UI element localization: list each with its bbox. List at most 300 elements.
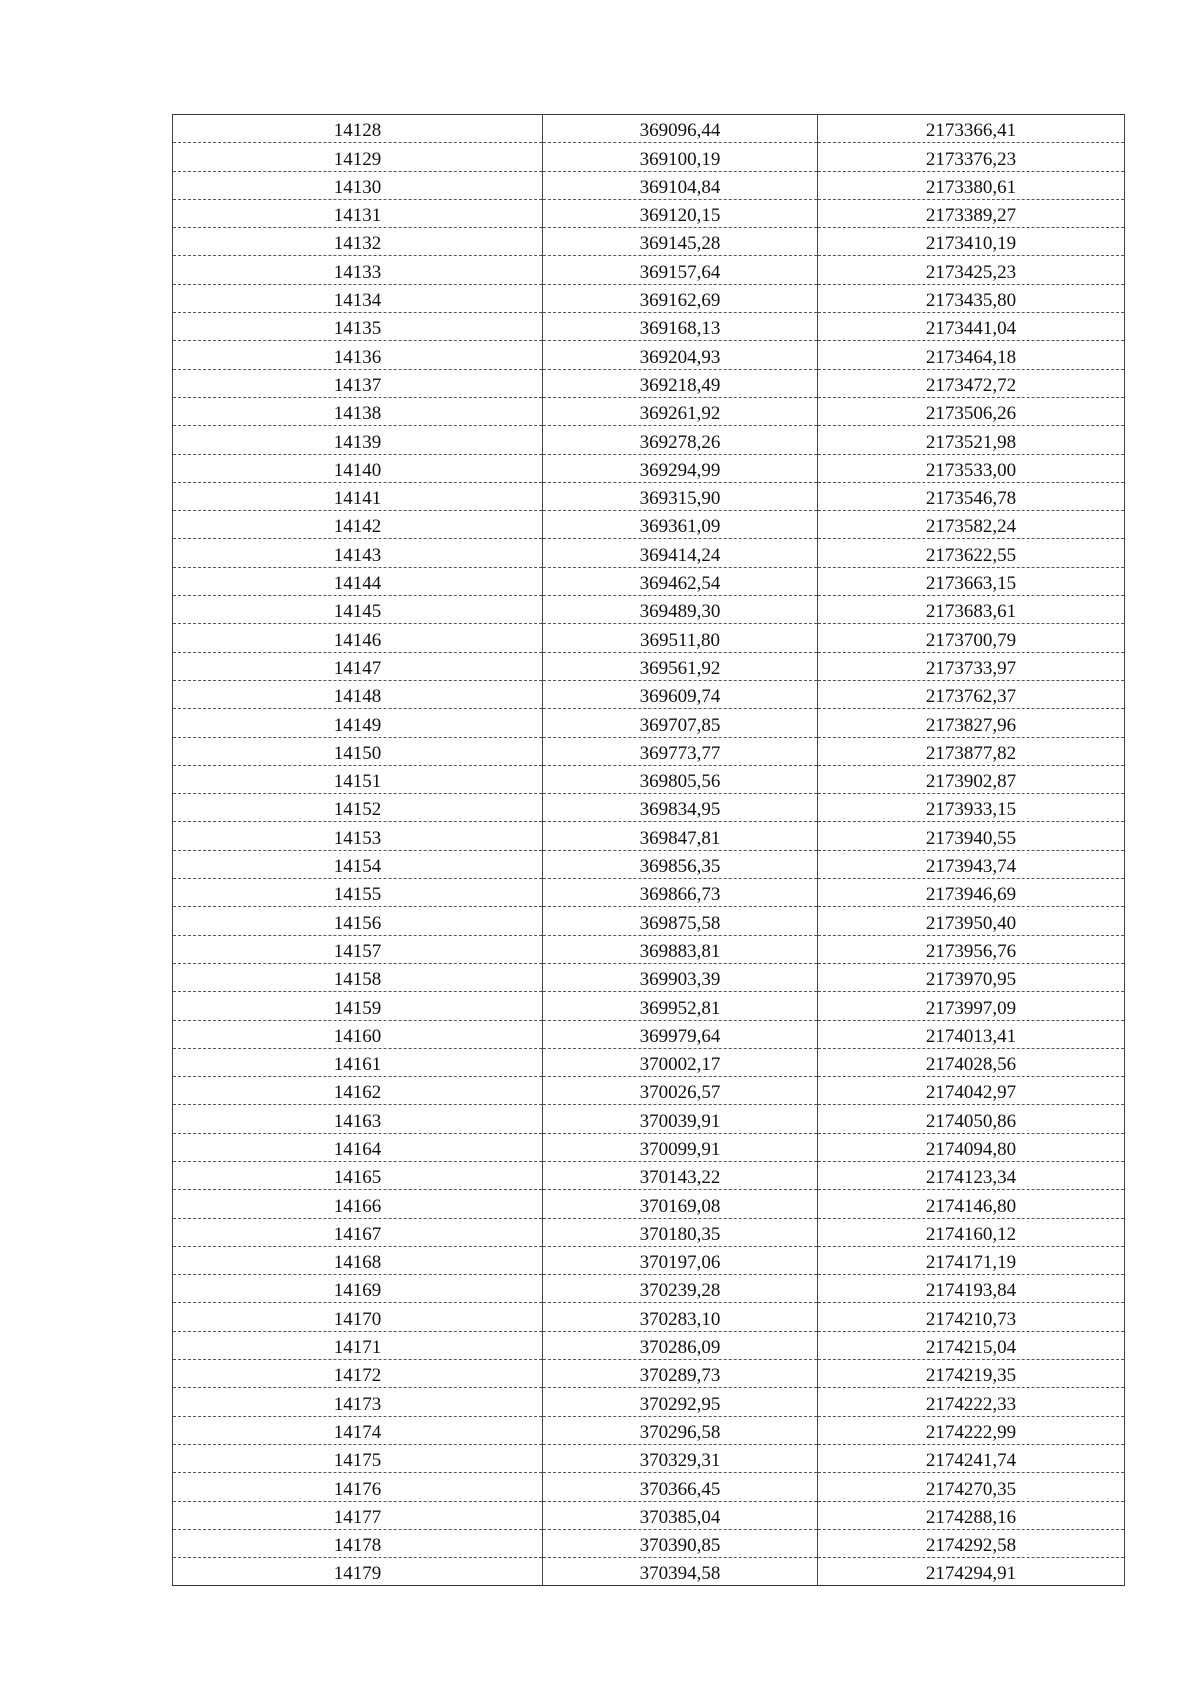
- point-number-cell: [173, 850, 543, 878]
- point-number-cell: [173, 1473, 543, 1501]
- coordinate-x-cell: [543, 256, 818, 284]
- point-number-cell: [173, 1501, 543, 1529]
- cell-text: 369100,19: [639, 148, 721, 170]
- cell-text: 2173366,41: [925, 120, 1017, 142]
- coordinate-y-cell: [818, 1020, 1125, 1048]
- coordinate-x-cell: [543, 1077, 818, 1105]
- table-row: [173, 397, 1125, 425]
- coordinate-x-cell: [543, 1133, 818, 1161]
- cell-text: 14144: [333, 573, 382, 595]
- coordinate-x-cell: [543, 822, 818, 850]
- coordinate-x-cell: [543, 539, 818, 567]
- coordinate-x-cell: [543, 1331, 818, 1359]
- coordinate-y-cell: [818, 907, 1125, 935]
- table-row: [173, 228, 1125, 256]
- cell-text: 14158: [333, 969, 382, 991]
- cell-text: 14151: [333, 771, 382, 793]
- coordinate-y-cell: [818, 341, 1125, 369]
- table-row: [173, 1388, 1125, 1416]
- cell-text: 14177: [333, 1506, 382, 1528]
- coordinate-x-cell: [543, 737, 818, 765]
- cell-text: 14141: [333, 488, 382, 510]
- table-row: [173, 737, 1125, 765]
- table-row: [173, 709, 1125, 737]
- cell-text: 2173683,61: [925, 601, 1017, 623]
- cell-text: 2174094,80: [925, 1138, 1017, 1160]
- table-row: [173, 567, 1125, 595]
- point-number-cell: [173, 680, 543, 708]
- coordinate-y-cell: [818, 935, 1125, 963]
- coordinate-x-cell: [543, 1444, 818, 1472]
- coordinate-y-cell: [818, 284, 1125, 312]
- coordinate-y-cell: [818, 1218, 1125, 1246]
- coordinate-x-cell: [543, 1190, 818, 1218]
- coordinate-y-cell: [818, 511, 1125, 539]
- cell-text: 369903,39: [639, 969, 721, 991]
- coordinate-x-cell: [543, 709, 818, 737]
- table-row: [173, 539, 1125, 567]
- cell-text: 2174288,16: [925, 1506, 1017, 1528]
- coordinate-x-cell: [543, 1416, 818, 1444]
- cell-text: 369278,26: [639, 431, 721, 453]
- cell-text: 14140: [333, 459, 382, 481]
- cell-text: 370366,45: [639, 1478, 721, 1500]
- coordinate-x-cell: [543, 482, 818, 510]
- cell-text: 370329,31: [639, 1450, 721, 1472]
- cell-text: 2173700,79: [925, 629, 1017, 651]
- cell-text: 2173376,23: [925, 148, 1017, 170]
- table-row: [173, 256, 1125, 284]
- coordinate-y-cell: [818, 482, 1125, 510]
- point-number-cell: [173, 1105, 543, 1133]
- coordinate-x-cell: [543, 624, 818, 652]
- cell-text: 2174050,86: [925, 1110, 1017, 1132]
- cell-text: 370390,85: [639, 1535, 721, 1557]
- cell-text: 2173902,87: [925, 771, 1017, 793]
- table-row: [173, 850, 1125, 878]
- coordinate-x-cell: [543, 369, 818, 397]
- point-number-cell: [173, 963, 543, 991]
- cell-text: 369218,49: [639, 374, 721, 396]
- point-number-cell: [173, 1444, 543, 1472]
- table-row: [173, 1360, 1125, 1388]
- coordinate-y-cell: [818, 765, 1125, 793]
- coordinate-x-cell: [543, 199, 818, 227]
- coordinate-x-cell: [543, 511, 818, 539]
- cell-text: 369773,77: [639, 742, 721, 764]
- cell-text: 14163: [333, 1110, 382, 1132]
- cell-text: 14153: [333, 827, 382, 849]
- coordinate-y-cell: [818, 992, 1125, 1020]
- point-number-cell: [173, 1077, 543, 1105]
- table-row: [173, 482, 1125, 510]
- coordinate-y-cell: [818, 596, 1125, 624]
- table-row: [173, 1416, 1125, 1444]
- table-row: [173, 426, 1125, 454]
- cell-text: 370099,91: [639, 1138, 721, 1160]
- point-number-cell: [173, 1388, 543, 1416]
- coordinate-y-cell: [818, 1105, 1125, 1133]
- point-number-cell: [173, 1190, 543, 1218]
- table-row: [173, 1218, 1125, 1246]
- cell-text: 14129: [333, 148, 382, 170]
- point-number-cell: [173, 822, 543, 850]
- cell-text: 2173582,24: [925, 516, 1017, 538]
- point-number-cell: [173, 879, 543, 907]
- point-number-cell: [173, 369, 543, 397]
- cell-text: 14130: [333, 176, 382, 198]
- cell-text: 2173546,78: [925, 488, 1017, 510]
- point-number-cell: [173, 1529, 543, 1557]
- cell-text: 370002,17: [639, 1054, 721, 1076]
- coordinate-y-cell: [818, 539, 1125, 567]
- cell-text: 369168,13: [639, 318, 721, 340]
- cell-text: 14172: [333, 1365, 382, 1387]
- cell-text: 369162,69: [639, 290, 721, 312]
- coordinate-x-cell: [543, 397, 818, 425]
- point-number-cell: [173, 341, 543, 369]
- table-row: [173, 624, 1125, 652]
- cell-text: 369875,58: [639, 912, 721, 934]
- cell-text: 2173425,23: [925, 261, 1017, 283]
- coordinate-x-cell: [543, 1473, 818, 1501]
- coordinate-y-cell: [818, 228, 1125, 256]
- coordinate-x-cell: [543, 1161, 818, 1189]
- cell-text: 14134: [333, 290, 382, 312]
- cell-text: 14157: [333, 940, 382, 962]
- table-row: [173, 341, 1125, 369]
- cell-text: 369145,28: [639, 233, 721, 255]
- coordinate-y-cell: [818, 709, 1125, 737]
- point-number-cell: [173, 482, 543, 510]
- cell-text: 370180,35: [639, 1223, 721, 1245]
- cell-text: 369204,93: [639, 346, 721, 368]
- cell-text: 14154: [333, 856, 382, 878]
- cell-text: 369104,84: [639, 176, 721, 198]
- point-number-cell: [173, 199, 543, 227]
- cell-text: 14162: [333, 1082, 382, 1104]
- point-number-cell: [173, 143, 543, 171]
- cell-text: 2173950,40: [925, 912, 1017, 934]
- cell-text: 14174: [333, 1421, 382, 1443]
- table-row: [173, 1473, 1125, 1501]
- table-row: [173, 1020, 1125, 1048]
- cell-text: 369834,95: [639, 799, 721, 821]
- coordinate-x-cell: [543, 567, 818, 595]
- point-number-cell: [173, 907, 543, 935]
- coordinate-y-cell: [818, 1246, 1125, 1274]
- coordinate-x-cell: [543, 1020, 818, 1048]
- table-row: [173, 680, 1125, 708]
- coordinate-y-cell: [818, 879, 1125, 907]
- cell-text: 2174215,04: [925, 1337, 1017, 1359]
- cell-text: 2174222,99: [925, 1421, 1017, 1443]
- cell-text: 14175: [333, 1450, 382, 1472]
- point-number-cell: [173, 709, 543, 737]
- cell-text: 2174028,56: [925, 1054, 1017, 1076]
- cell-text: 2174210,73: [925, 1308, 1017, 1330]
- coordinates-table-body: [173, 115, 1125, 1586]
- cell-text: 2173956,76: [925, 940, 1017, 962]
- coordinate-x-cell: [543, 850, 818, 878]
- point-number-cell: [173, 284, 543, 312]
- cell-text: 2174294,91: [925, 1563, 1017, 1585]
- coordinate-x-cell: [543, 1303, 818, 1331]
- table-row: [173, 1133, 1125, 1161]
- coordinate-y-cell: [818, 1048, 1125, 1076]
- point-number-cell: [173, 1161, 543, 1189]
- cell-text: 14138: [333, 403, 382, 425]
- cell-text: 369952,81: [639, 997, 721, 1019]
- table-row: [173, 1077, 1125, 1105]
- coordinate-x-cell: [543, 1275, 818, 1303]
- cell-text: 2174042,97: [925, 1082, 1017, 1104]
- coordinate-y-cell: [818, 1558, 1125, 1586]
- table-row: [173, 935, 1125, 963]
- coordinate-y-cell: [818, 652, 1125, 680]
- cell-text: 2173946,69: [925, 884, 1017, 906]
- cell-text: 369489,30: [639, 601, 721, 623]
- cell-text: 14179: [333, 1563, 382, 1585]
- cell-text: 369856,35: [639, 856, 721, 878]
- table-row: [173, 1501, 1125, 1529]
- cell-text: 14156: [333, 912, 382, 934]
- cell-text: 2174292,58: [925, 1535, 1017, 1557]
- table-row: [173, 765, 1125, 793]
- coordinate-x-cell: [543, 794, 818, 822]
- coordinate-y-cell: [818, 1360, 1125, 1388]
- cell-text: 2173389,27: [925, 205, 1017, 227]
- point-number-cell: [173, 935, 543, 963]
- table-row: [173, 313, 1125, 341]
- coordinate-y-cell: [818, 115, 1125, 143]
- cell-text: 369157,64: [639, 261, 721, 283]
- point-number-cell: [173, 426, 543, 454]
- coordinate-x-cell: [543, 1360, 818, 1388]
- cell-text: 369561,92: [639, 657, 721, 679]
- cell-text: 14178: [333, 1535, 382, 1557]
- coordinate-x-cell: [543, 1246, 818, 1274]
- cell-text: 14145: [333, 601, 382, 623]
- table-row: [173, 1105, 1125, 1133]
- cell-text: 2173435,80: [925, 290, 1017, 312]
- cell-text: 2173933,15: [925, 799, 1017, 821]
- coordinate-y-cell: [818, 454, 1125, 482]
- table-row: [173, 822, 1125, 850]
- cell-text: 14167: [333, 1223, 382, 1245]
- cell-text: 14168: [333, 1252, 382, 1274]
- cell-text: 2173464,18: [925, 346, 1017, 368]
- point-number-cell: [173, 313, 543, 341]
- coordinate-y-cell: [818, 1331, 1125, 1359]
- table-row: [173, 963, 1125, 991]
- cell-text: 2173943,74: [925, 856, 1017, 878]
- point-number-cell: [173, 1246, 543, 1274]
- point-number-cell: [173, 794, 543, 822]
- cell-text: 2173441,04: [925, 318, 1017, 340]
- table-row: [173, 1444, 1125, 1472]
- table-row: [173, 199, 1125, 227]
- point-number-cell: [173, 567, 543, 595]
- coordinate-x-cell: [543, 963, 818, 991]
- cell-text: 14136: [333, 346, 382, 368]
- point-number-cell: [173, 1275, 543, 1303]
- cell-text: 14131: [333, 205, 382, 227]
- cell-text: 2173997,09: [925, 997, 1017, 1019]
- point-number-cell: [173, 652, 543, 680]
- cell-text: 370292,95: [639, 1393, 721, 1415]
- coordinate-y-cell: [818, 1275, 1125, 1303]
- coordinate-x-cell: [543, 454, 818, 482]
- coordinate-x-cell: [543, 680, 818, 708]
- cell-text: 369511,80: [639, 629, 721, 651]
- cell-text: 14160: [333, 1025, 382, 1047]
- cell-text: 14149: [333, 714, 382, 736]
- cell-text: 369315,90: [639, 488, 721, 510]
- cell-text: 2174171,19: [925, 1252, 1017, 1274]
- point-number-cell: [173, 228, 543, 256]
- cell-text: 2173533,00: [925, 459, 1017, 481]
- cell-text: 369294,99: [639, 459, 721, 481]
- cell-text: 369096,44: [639, 120, 721, 142]
- table-row: [173, 171, 1125, 199]
- coordinate-y-cell: [818, 1303, 1125, 1331]
- cell-text: 370385,04: [639, 1506, 721, 1528]
- cell-text: 2174146,80: [925, 1195, 1017, 1217]
- cell-text: 369414,24: [639, 544, 721, 566]
- cell-text: 369707,85: [639, 714, 721, 736]
- cell-text: 14135: [333, 318, 382, 340]
- cell-text: 369805,56: [639, 771, 721, 793]
- cell-text: 14148: [333, 686, 382, 708]
- table-row: [173, 115, 1125, 143]
- coordinate-x-cell: [543, 596, 818, 624]
- cell-text: 370039,91: [639, 1110, 721, 1132]
- cell-text: 369261,92: [639, 403, 721, 425]
- table-row: [173, 652, 1125, 680]
- cell-text: 370289,73: [639, 1365, 721, 1387]
- cell-text: 2173521,98: [925, 431, 1017, 453]
- point-number-cell: [173, 1416, 543, 1444]
- cell-text: 14152: [333, 799, 382, 821]
- coordinate-y-cell: [818, 143, 1125, 171]
- coordinate-y-cell: [818, 369, 1125, 397]
- coordinate-y-cell: [818, 1473, 1125, 1501]
- coordinate-x-cell: [543, 935, 818, 963]
- coordinate-y-cell: [818, 624, 1125, 652]
- table-row: [173, 511, 1125, 539]
- table-row: [173, 596, 1125, 624]
- cell-text: 370296,58: [639, 1421, 721, 1443]
- cell-text: 14132: [333, 233, 382, 255]
- coordinate-x-cell: [543, 907, 818, 935]
- coordinate-y-cell: [818, 256, 1125, 284]
- coordinate-y-cell: [818, 1133, 1125, 1161]
- point-number-cell: [173, 256, 543, 284]
- coordinate-x-cell: [543, 284, 818, 312]
- coordinate-y-cell: [818, 1416, 1125, 1444]
- table-row: [173, 1190, 1125, 1218]
- coordinate-x-cell: [543, 652, 818, 680]
- cell-text: 14166: [333, 1195, 382, 1217]
- cell-text: 14155: [333, 884, 382, 906]
- cell-text: 2173877,82: [925, 742, 1017, 764]
- point-number-cell: [173, 1133, 543, 1161]
- coordinate-y-cell: [818, 426, 1125, 454]
- cell-text: 369361,09: [639, 516, 721, 538]
- cell-text: 369883,81: [639, 940, 721, 962]
- table-row: [173, 1048, 1125, 1076]
- cell-text: 370239,28: [639, 1280, 721, 1302]
- cell-text: 2173940,55: [925, 827, 1017, 849]
- point-number-cell: [173, 1331, 543, 1359]
- cell-text: 2173506,26: [925, 403, 1017, 425]
- point-number-cell: [173, 1303, 543, 1331]
- coordinate-x-cell: [543, 228, 818, 256]
- cell-text: 370026,57: [639, 1082, 721, 1104]
- cell-text: 2174013,41: [925, 1025, 1017, 1047]
- coordinate-x-cell: [543, 1501, 818, 1529]
- coordinate-x-cell: [543, 1105, 818, 1133]
- cell-text: 14146: [333, 629, 382, 651]
- coordinate-x-cell: [543, 1048, 818, 1076]
- coordinate-y-cell: [818, 822, 1125, 850]
- table-row: [173, 1303, 1125, 1331]
- cell-text: 370143,22: [639, 1167, 721, 1189]
- point-number-cell: [173, 596, 543, 624]
- cell-text: 14137: [333, 374, 382, 396]
- cell-text: 14150: [333, 742, 382, 764]
- cell-text: 369866,73: [639, 884, 721, 906]
- cell-text: 14173: [333, 1393, 382, 1415]
- coordinates-table: [172, 114, 1125, 1586]
- coordinate-y-cell: [818, 1161, 1125, 1189]
- table-row: [173, 1246, 1125, 1274]
- coordinate-x-cell: [543, 992, 818, 1020]
- coordinate-x-cell: [543, 313, 818, 341]
- coordinate-y-cell: [818, 313, 1125, 341]
- cell-text: 369979,64: [639, 1025, 721, 1047]
- cell-text: 2174160,12: [925, 1223, 1017, 1245]
- point-number-cell: [173, 454, 543, 482]
- coordinate-y-cell: [818, 567, 1125, 595]
- point-number-cell: [173, 511, 543, 539]
- cell-text: 2173733,97: [925, 657, 1017, 679]
- table-row: [173, 1331, 1125, 1359]
- cell-text: 14171: [333, 1337, 382, 1359]
- cell-text: 2173827,96: [925, 714, 1017, 736]
- cell-text: 14133: [333, 261, 382, 283]
- table-row: [173, 143, 1125, 171]
- cell-text: 2173762,37: [925, 686, 1017, 708]
- cell-text: 14176: [333, 1478, 382, 1500]
- cell-text: 2173380,61: [925, 176, 1017, 198]
- cell-text: 369847,81: [639, 827, 721, 849]
- table-row: [173, 992, 1125, 1020]
- coordinate-x-cell: [543, 171, 818, 199]
- table-row: [173, 907, 1125, 935]
- cell-text: 2173622,55: [925, 544, 1017, 566]
- coordinate-y-cell: [818, 1529, 1125, 1557]
- cell-text: 2174241,74: [925, 1450, 1017, 1472]
- cell-text: 370286,09: [639, 1337, 721, 1359]
- cell-text: 2174270,35: [925, 1478, 1017, 1500]
- cell-text: 14143: [333, 544, 382, 566]
- coordinate-y-cell: [818, 794, 1125, 822]
- cell-text: 369462,54: [639, 573, 721, 595]
- cell-text: 2174123,34: [925, 1167, 1017, 1189]
- cell-text: 14164: [333, 1138, 382, 1160]
